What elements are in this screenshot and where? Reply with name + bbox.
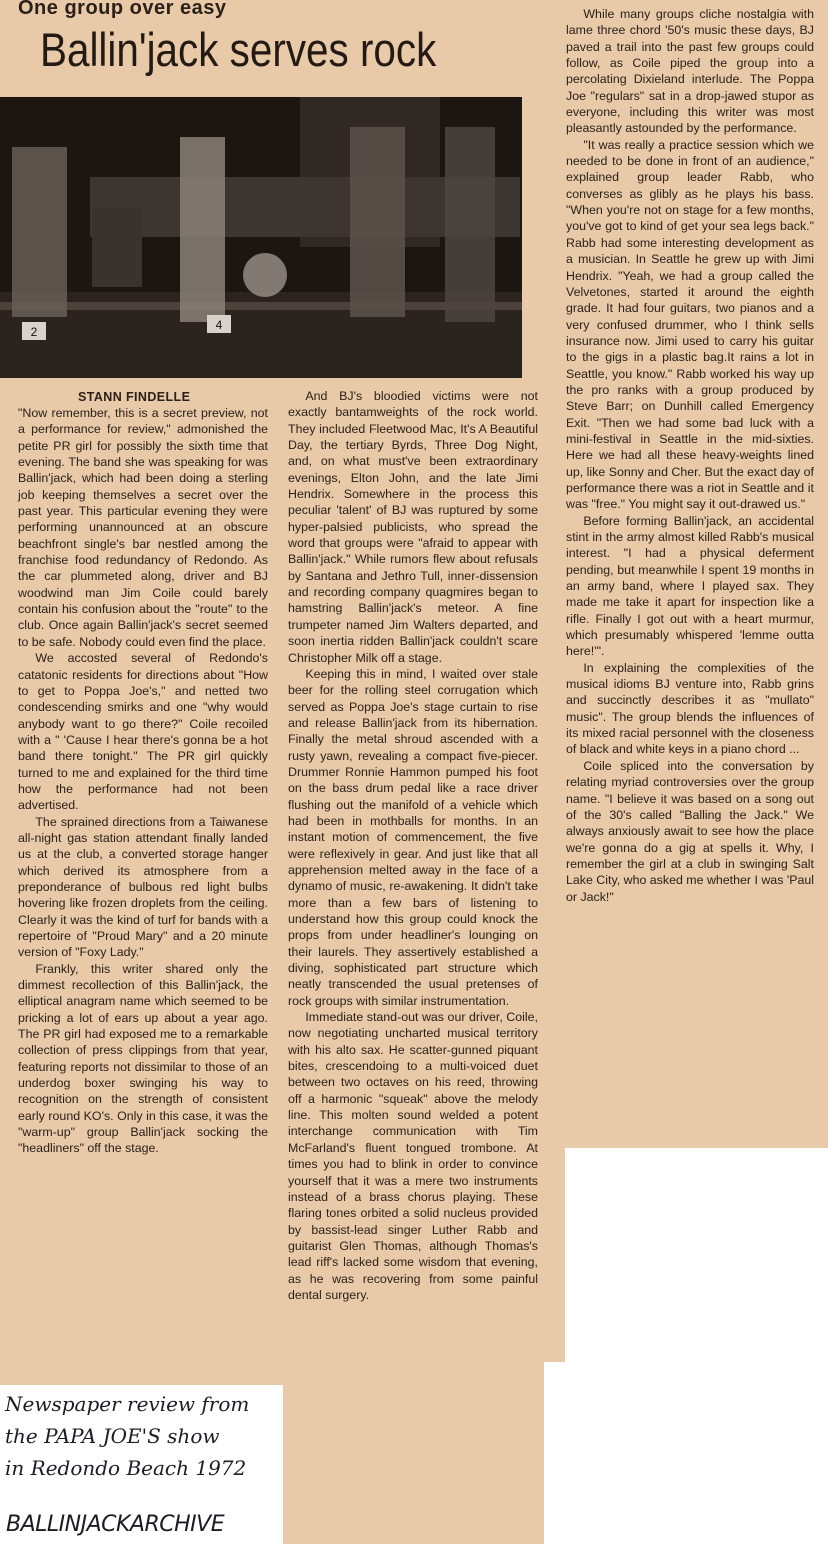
paragraph: In explaining the complexities of the musical idioms BJ venture into, Rabb grins and succinctly describes it as "mullato" music". The group blends the influences of its mixed racial personnel with the closeness of black and white keys in a piano chord ...	[566, 660, 814, 757]
kicker-headline: One group over easy	[18, 0, 227, 19]
paragraph: We accosted several of Redondo's catatonic residents for directions about "How to get to Poppa Joe's," and netted two condescending smirks and one "why would anybody want to go there?" Coile recoiled with a " 'Cause I hear there's gonna be a hot band there tonight." The PR girl quickly turned to me and explained for the third time how the performance had not been advertised.	[18, 651, 268, 813]
paragraph: "It was really a practice session which we needed to be done in front of an audience," explained group leader Rabb, who converses as glibly as he plays his bass. "When you're not on stage for a few months, you've got to kind of get your sea legs back." Rabb had some interesting development as a musician. In Seattle he grew up with Jimi Hendrix. "Yeah, we had a group called the Velvetones, started it around the eighth grade. It had four guitars, two pianos and a very confused drummer, who I think sells insurance now. Jimi used to carry his guitar to the gigs in a plastic bag.It rains a lot in Seattle, you know." Rabb worked his way up the pro ranks with a group produced by Steve Barr; on Dunhill called Emergency Exit. "Then we had some bad luck with a mini-festival in Seattle in the mid-sixties. Here we had all these heavy-weights lined up, like Sonny and Cher. But the exact day of performance there was a riot in Seattle and it was "free." You might say it out-drawed us."	[566, 137, 814, 512]
article-column-3	[566, 6, 814, 905]
stage-label-left: 2	[30, 325, 38, 339]
paragraph: Before forming Ballin'jack, an accidental stint in the army almost killed Rabb's musical interest. "I had a physical deferment pending, but meanwhile I spent 19 months in an army band, where I played sax. They made me take it apart for inspection like a rifle. Finally I got out with a heart murmur, which presumably whispered 'lemme outta here!'".	[566, 513, 814, 659]
paragraph: Immediate stand-out was our driver, Coile, now negotiating uncharted musical territory with his alto sax. He scatter-gunned piquant bites, crescendoing to a multi-voiced duet between two octaves on his reed, throwing off a harmonic "squeak" above the melody line. This molten sound welded a potent interchange communication with Tim McFarland's fluent tongued trombone. At times you had to blink in order to convince yourself that it was a mere two instruments instead of a brass chorus playing. These flaring tones orbited a solid nucleus provided by bassist-lead singer Luther Rabb and guitarist Glen Thomas, although Thomas's lead riff's lacked some wisdom that evening, as he was recovering from some painful dental surgery.	[288, 1010, 538, 1302]
band-on-stage-image	[0, 97, 522, 378]
paragraph: Coile spliced into the conversation by relating myriad controversies over the group name. "I believe it was based on a song out of the 30's called "Balling the Jack." We always anxiously await to see how the place we're gonna do a gig at spells it. Why, I remember the girl at a club in swinging Salt Lake City, who asked me whether I was 'Paul or Jack!"	[566, 758, 814, 904]
archive-credit: BALLINJACKARCHIVE	[6, 1512, 225, 1537]
paragraph: Frankly, this writer shared only the dimmest recollection of this Ballin'jack, the elliptical anagram name which seemed to be pricking a lot of ears up about a year ago. The PR girl had exposed me to a remarkable collection of press clippings from that year, featuring reports not dissimilar to those of an underdog boxer swinging his way to recognition on the strength of consistent early round KO's. Only in this case, it was the "warm-up" group Ballin'jack socking the "headliners" off the stage.	[18, 961, 268, 1156]
clipping-middle-lower	[283, 1362, 544, 1544]
byline: STANN FINDELLE	[78, 390, 191, 404]
paragraph: "Now remember, this is a secret preview, not a performance for review," admonished the petite PR girl for possibly the sixth time that evening. The band she was speaking for was Ballin'jack, which had been doing a sterling job keeping themselves a secret over the past year. This particular evening they were performing unannounced at an obscure beachfront single's bar nestled among the franchise food redundancy of Redondo. As the car plummeted along, driver and BJ woodwind man Jim Coile could barely contain his confusion about the "route" to the club. Once again Ballin'jack's secret seemed to be safe. Nobody could even find the place.	[18, 406, 268, 649]
article-headline: Ballin'jack serves rock	[40, 23, 437, 76]
caption-line: the PAPA JOE'S show	[5, 1424, 220, 1448]
paragraph: The sprained directions from a Taiwanese all-night gas station attendant finally landed us at the club, a converted storage hanger which derived its atmosphere from a preponderance of bulbous red light bulbs hovering like frozen droplets from the ceiling. Clearly it was the kind of turf for bands with a repertoire of "Proud Mary" and a 20 minute version of "Foxy Lady."	[18, 814, 268, 960]
band-photo	[0, 97, 522, 378]
paragraph: While many groups cliche nostalgia with lame three chord '50's music these days, BJ paved a trail into the past few groups could follow, as Coile piped the group into a percolating Dixieland interlude. The Poppa Joe "regulars" sat in a drop-jawed stupor as everyone, including this writer was most pleasantly astounded by the performance.	[566, 7, 814, 136]
article-column-2	[288, 388, 538, 1303]
caption-line: in Redondo Beach 1972	[5, 1456, 247, 1480]
article-column-1	[18, 405, 268, 1157]
caption-line: Newspaper review from	[5, 1392, 250, 1416]
stage-label-center: 4	[215, 318, 223, 332]
paragraph: Keeping this in mind, I waited over stale beer for the rolling steel corrugation which served as Poppa Joe's stage curtain to rise and release Ballin'jack from its hibernation. Finally the metal shroud ascended with a rusty yawn, revealing a compact five-piecer. Drummer Ronnie Hammon pumped his foot on the bass drum pedal like a race driver flushing out the manifold of a vehicle which had been in mothballs for months. In an instant motion of commencement, the five were reflexively in gear. And just like that all apprehension melted away in the face of a dynamo of music, re-awakening. It didn't take more than a few bars of listening to understand how this group could knock the props from under headliner's lounging on their laurels. They assertively established a diving, sophisticated part structure which neatly transcended the usual pretenses of rock groups with similar instrumentation.	[288, 666, 538, 1008]
handwritten-caption	[5, 1388, 280, 1484]
paragraph: And BJ's bloodied victims were not exactly bantamweights of the rock world. They included Fleetwood Mac, It's A Beautiful Day, the tertiary Byrds, Three Dog Night, and, on what must've been extraordinary evenings, Elton John, and the late Jimi Hendrix. Somewhere in the process this peculiar 'talent' of BJ was ruptured by some hyper-palsied publicists, who spread the word that groups were "afraid to appear with Ballin'jack." While rumors flew about refusals by Santana and Jethro Tull, inner-dissension and recording company quagmires began to hamstring Ballin'jack's meteor. A fine trumpeter named Jim Walters departed, and soon inertia ridden Ballin'jack couldn't scare Christopher Milk off a stage.	[288, 389, 538, 665]
